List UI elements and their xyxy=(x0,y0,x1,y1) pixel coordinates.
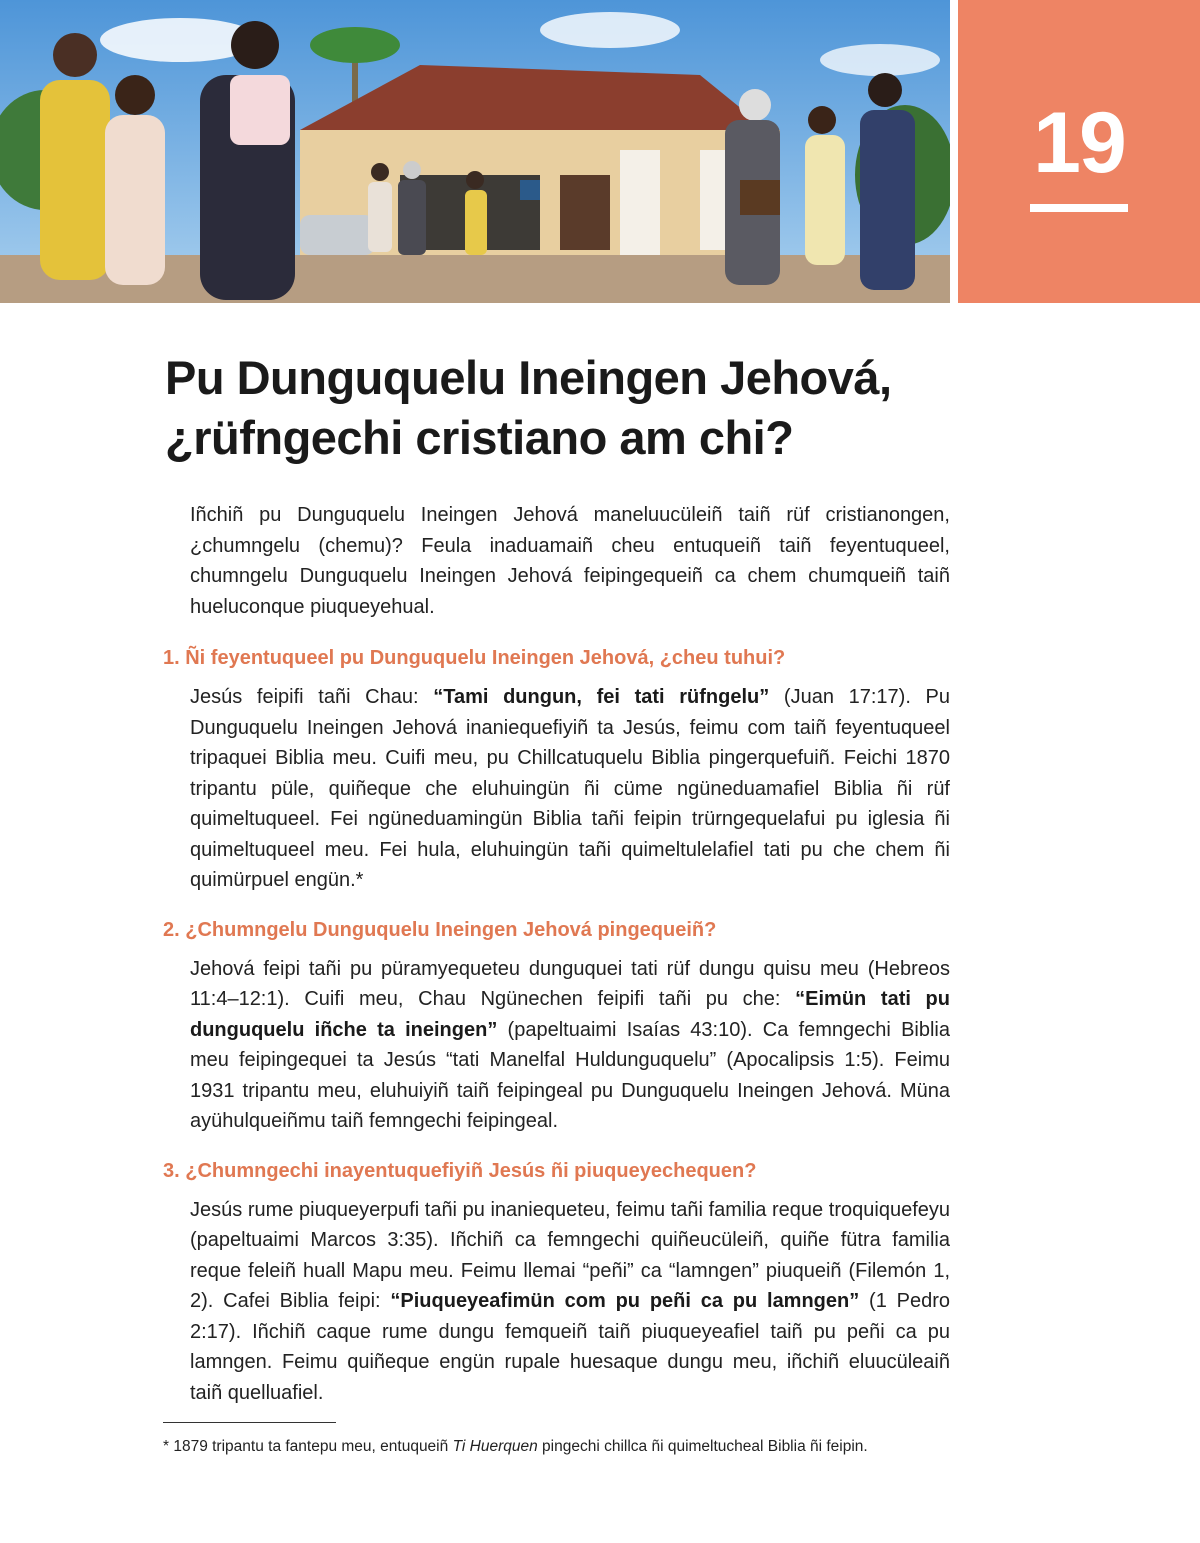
article-body xyxy=(0,500,1200,1428)
answer-3-text-rest: (1 Pedro 2:17). Iñchiñ caque rume dungu femqueiñ taiñ piuqueyeafiel taiñ pu peñi ca pu lamngen. Feimu quiñeque engün rupale huesaque dungu meu, iñchiñ eluucüleaiñ taiñ quelluafiel. xyxy=(190,1290,950,1404)
question-1: 1. Ñi feyentuqueel pu Dunguquelu Ineingen Jehová, ¿cheu tuhui? xyxy=(163,647,786,669)
chapter-underline xyxy=(1030,204,1128,212)
page-title xyxy=(165,348,1025,468)
chapter-number: 19 xyxy=(1033,95,1125,191)
footnote-text: * 1879 tripantu ta fantepu meu, entuqueiñ xyxy=(163,1438,453,1455)
answer-1-quote: “Tami dungun, fei tati rüfngelu” xyxy=(433,686,770,708)
footnote-divider xyxy=(163,1422,336,1423)
answer-1-text-rest: (Juan 17:17). Pu Dunguquelu Ineingen Jehová inaniequefiyiñ ta Jesús, feimu com taiñ feyentuqueel tripaquei Biblia meu. Cuifi meu, pu Chillcatuquelu Biblia pingerquefuiñ. Feichi 1870 tripantu püle, quiñeque che eluhuingün ñi cüme ngüneduamafiel Biblia ñi rüf quimeltuqueel. Fei ngüneduamingün Biblia tañi feipin trürngequelafui pu iglesia ñi quimeltuqueel meu. Fei hula, eluhuingün tañi quimeltulelafiel tati pu che chem ñi quimürpuel engün.* xyxy=(190,686,951,891)
answer-2-text: Jehová feipi tañi pu püramyequeteu dunguquei tati rüf dungu quisu meu (Hebreos 11:4–12:1). Cuifi meu, Chau Ngünechen feipifi tañi pu che: xyxy=(190,957,950,1010)
answer-2 xyxy=(190,954,950,1137)
answer-1 xyxy=(190,682,950,896)
answer-1-text: Jesús feipifi tañi Chau: xyxy=(190,686,434,708)
answer-2-text-rest: (papeltuaimi Isaías 43:10). Ca femngechi Biblia meu feipingequei ta Jesús “tati Manelfal Huldunguquelu” (Apocalipsis 1:5). Feimu 1931 tripantu meu, eluhuiyiñ taiñ feipingeal pu Dunguquelu Ineingen Jehová. Müna ayühulqueiñmu taiñ femngechi feipingeal. xyxy=(190,1018,950,1132)
footnote-text-rest: pingechi chillca ñi quimeltucheal Biblia ñi feipin. xyxy=(537,1438,868,1455)
question-2: 2. ¿Chumngelu Dunguquelu Ineingen Jehová pingequeiñ? xyxy=(163,918,717,941)
title-line-2: ¿rüfngechi cristiano am chi? xyxy=(165,411,794,464)
chapter-badge xyxy=(958,0,1200,303)
answer-3-text: Jesús rume piuqueyerpufi tañi pu inaniequeteu, feimu tañi familia reque troquiquefeyu (papeltuaimi Marcos 3:35). Iñchiñ ca femngechi quiñeucüleiñ, quiñe fütra familia reque feleiñ huall Mapu meu. Feimu llemai “peñi” ca “lamngen” piuqueiñ (Filemón 1, 2). Cafei Biblia feipi: xyxy=(190,1198,950,1312)
answer-3 xyxy=(190,1195,950,1409)
answer-3-quote: “Piuqueyeafimün com pu peñi ca pu lamngen” xyxy=(390,1290,860,1312)
intro-paragraph: Iñchiñ pu Dunguquelu Ineingen Jehová maneluucüleiñ taiñ rüf cristianongen, ¿chumngelu (chemu)? Feula inaduamaiñ cheu entuqueiñ taiñ feyentuqueel, chumngelu Dunguquelu Ineingen Jehová feipingequeiñ ca chem chumqueiñ taiñ hueluconque piuqueyehual. xyxy=(190,504,950,618)
footnote xyxy=(163,1436,953,1458)
header-photo xyxy=(0,0,950,303)
answer-2-quote: “Eimün tati pu dunguquelu iñche ta ineingen” xyxy=(190,988,950,1041)
footnote-publication-title: Ti Huerquen xyxy=(452,1438,538,1455)
question-3: 3. ¿Chumngechi inayentuquefiyiñ Jesús ñi piuqueyechequen? xyxy=(163,1159,757,1182)
title-line-1: Pu Dunguquelu Ineingen Jehová, xyxy=(165,351,892,404)
